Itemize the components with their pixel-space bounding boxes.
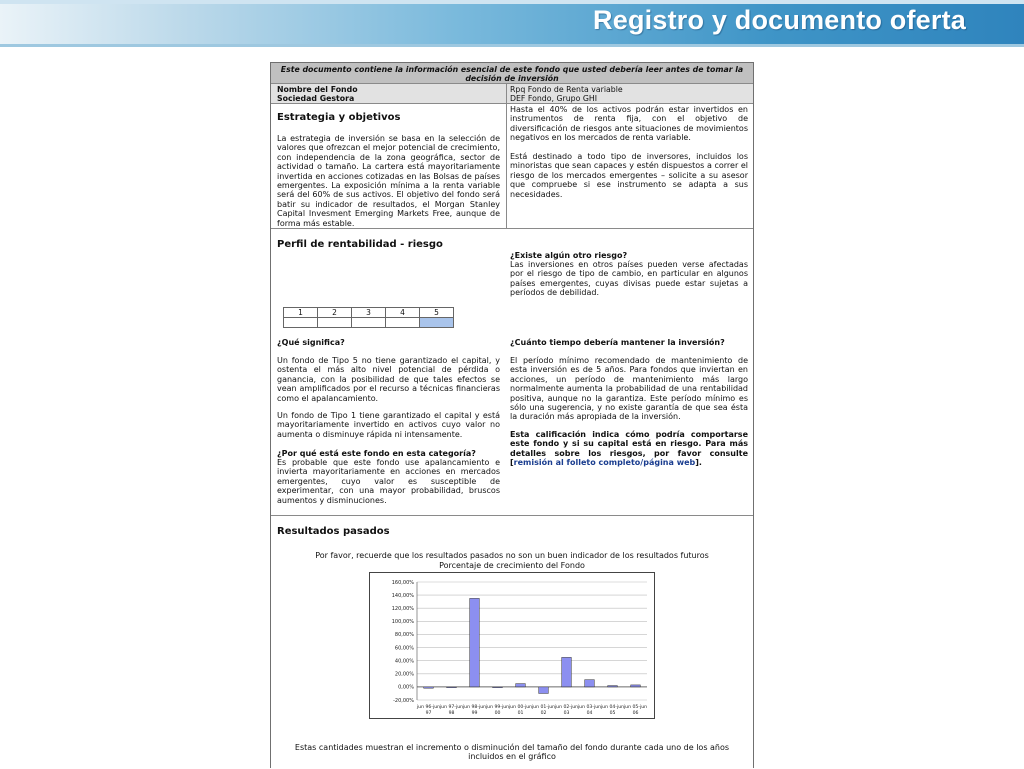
risk-level-5: 5 [420, 308, 454, 318]
y-tick-label: -20,00% [393, 697, 414, 704]
column-divider [506, 104, 507, 229]
risk-level-marker-4 [386, 318, 420, 328]
column-divider [506, 84, 507, 104]
banner-strip [0, 0, 1024, 4]
fund-labels [277, 85, 358, 103]
growth-chart-svg [370, 573, 654, 718]
risk-level-2: 2 [318, 308, 352, 318]
x-tick-label-line1: jun 01-jun [531, 705, 556, 710]
bar-5 [516, 684, 526, 687]
x-tick-label-line1: jun 05-jun [623, 705, 648, 710]
profile-title: Perfil de rentabilidad - riesgo [277, 239, 443, 250]
bar-8 [585, 680, 595, 687]
y-tick-label: 80,00% [394, 632, 414, 639]
y-tick-label: 60,00% [394, 645, 414, 652]
fund-name-value: Rpq Fondo de Renta variable [510, 85, 623, 94]
meaning-p1: Un fondo de Tipo 5 no tiene garantizado el capital, y ostenta el más alto nivel potencial de pérdida o ganancia, con la posibilidad de que tales efectos se vean amplificados por el recurso a técnicas financieras como el apalancamiento. [277, 356, 500, 403]
y-tick-label: 120,00% [391, 606, 414, 613]
y-tick-label: 0,00% [398, 684, 414, 691]
x-tick-label-line2: 04 [586, 711, 593, 716]
x-tick-label-line2: 00 [494, 711, 501, 716]
x-tick-label-line2: 05 [609, 711, 616, 716]
x-tick-label-line2: 98 [448, 711, 455, 716]
bar-6 [539, 687, 549, 694]
x-tick-label-line2: 03 [563, 711, 570, 716]
category-question: ¿Por qué está este fondo en esta categoría? [277, 449, 476, 458]
results-title: Resultados pasados [277, 526, 390, 537]
results-footer: Estas cantidades muestran el incremento o disminución del tamaño del fondo durante cada uno de los años incluidos en el gráfico [294, 743, 730, 762]
manager-label: Sociedad Gestora [277, 94, 355, 103]
x-tick-label-line2: 01 [517, 711, 524, 716]
bar-9 [608, 686, 618, 687]
rating-note-text: Esta calificación indica cómo podría comportarse este fondo y si su capital está en riesgo. Para más detalles sobre los riesgos, por favor consulte [ [510, 430, 748, 468]
x-tick-label-line1: jun 98-jun [462, 705, 487, 710]
strategy-title: Estrategia y objetivos [277, 112, 401, 123]
x-tick-label-line2: 97 [425, 711, 432, 716]
y-tick-label: 160,00% [391, 579, 414, 586]
risk-level-3: 3 [352, 308, 386, 318]
strategy-section [271, 104, 753, 229]
past-results-section [271, 516, 753, 769]
y-tick-label: 40,00% [394, 658, 414, 665]
fund-name-label: Nombre del Fondo [277, 85, 358, 94]
y-tick-label: 20,00% [394, 671, 414, 678]
x-tick-label-line1: jun 96-jun [416, 705, 441, 710]
fund-identification [271, 84, 753, 104]
holding-time-text: El período mínimo recomendado de mantenimiento de esta inversión es de 5 años. Para fondos que inviertan en acciones, un período de mantenimiento más largo normalmente aumenta la probabilidad de una rentabilidad positiva, aunque no la garantiza. Este período mínimo es sólo una sugerencia, y no existe garantía de que sea ésta la duración más apropiada de la inversión. [510, 356, 748, 422]
meaning-question: ¿Qué significa? [277, 338, 345, 347]
risk-profile-section [271, 229, 753, 516]
x-tick-label-line2: 02 [540, 711, 547, 716]
bar-1 [424, 687, 434, 688]
x-tick-label-line1: jun 04-jun [600, 705, 625, 710]
x-tick-label-line1: jun 97-jun [439, 705, 464, 710]
y-tick-label: 140,00% [391, 592, 414, 599]
x-tick-label-line1: jun 02-jun [554, 705, 579, 710]
key-info-document [270, 62, 754, 768]
other-risk-text: Las inversiones en otros países pueden verse afectadas por el riesgo de tipo de cambio, en particular en algunos países emergentes, cuyas divisas puede estar sujetas a períodos de debilidad. [510, 260, 748, 298]
risk-level-marker-3 [352, 318, 386, 328]
strategy-text: La estrategia de inversión se basa en la selección de valores que ofrezcan el mejor potencial de crecimiento, con independencia de la zona geográfica, sector de actividad o tamaño. La cartera está mayoritariamente invertida en acciones cotizadas en las Bolsas de países emergentes. La exposición mínima a la renta variable será del 60% de sus activos. El objetivo del fondo será batir su indicador de resultados, el Morgan Stanley Capital Invesment Emerging Markets Free, aunque de forma más estable. [277, 134, 500, 228]
bar-4 [493, 687, 503, 688]
other-risk-question: ¿Existe algún otro riesgo? [510, 251, 628, 260]
rating-note [510, 430, 748, 468]
chart-caption: Porcentaje de crecimiento del Fondo [439, 561, 585, 570]
strategy-right-p2: Está destinado a todo tipo de inversores, incluidos los minoristas que sean capaces y estén dispuestos a correr el riesgo de los mercados emergentes – solicite a su asesor que compruebe si ese instrumento se adapta a sus necesidades. [510, 152, 748, 199]
intro-notice: Este documento contiene la información esencial de este fondo que usted debería leer antes de tomar la decisión de inversión [271, 63, 753, 84]
fund-values [510, 85, 623, 103]
header-banner [0, 0, 1024, 47]
bar-10 [631, 685, 641, 687]
risk-level-marker-1 [284, 318, 318, 328]
bar-3 [470, 598, 480, 687]
y-tick-label: 100,00% [391, 619, 414, 626]
x-tick-label-line2: 06 [632, 711, 639, 716]
x-tick-label-line2: 99 [471, 711, 478, 716]
category-text: Es probable que este fondo use apalancamiento e invierta mayoritariamente en acciones en mercados emergentes, cuyo valor es susceptible de experimentar, con una mayor probabilidad, bruscos aumentos y disminuciones. [277, 458, 500, 505]
strategy-right-p1: Hasta el 40% de los activos podrán estar invertidos en instrumentos de renta fija, con el objetivo de diversificación de riesgos ante situaciones de movimientos negativos en los mercados de renta variable. [510, 105, 748, 143]
prospectus-reference: remisión al folleto completo/página web [513, 458, 696, 468]
manager-value: DEF Fondo, Grupo GHI [510, 94, 598, 103]
meaning-p2: Un fondo de Tipo 1 tiene garantizado el capital y está mayoritariamente invertido en activos cuyo valor no aumenta o disminuye rápida ni intensamente. [277, 411, 500, 439]
x-tick-label-line1: jun 99-jun [485, 705, 510, 710]
x-tick-label-line1: jun 03-jun [577, 705, 602, 710]
risk-level-1: 1 [284, 308, 318, 318]
risk-level-marker-2 [318, 318, 352, 328]
rating-note-end: ]. [695, 458, 702, 468]
holding-time-question: ¿Cuánto tiempo debería mantener la inversión? [510, 338, 725, 347]
risk-level-marker-5 [420, 318, 454, 328]
page-title: Registro y documento oferta [593, 5, 966, 35]
results-disclaimer: Por favor, recuerde que los resultados pasados no son un buen indicador de los resultados futuros [315, 551, 709, 560]
risk-level-4: 4 [386, 308, 420, 318]
x-tick-label-line1: jun 00-jun [508, 705, 533, 710]
risk-scale [283, 307, 454, 328]
growth-chart [369, 572, 655, 719]
bar-7 [562, 657, 572, 687]
bar-2 [447, 687, 457, 688]
